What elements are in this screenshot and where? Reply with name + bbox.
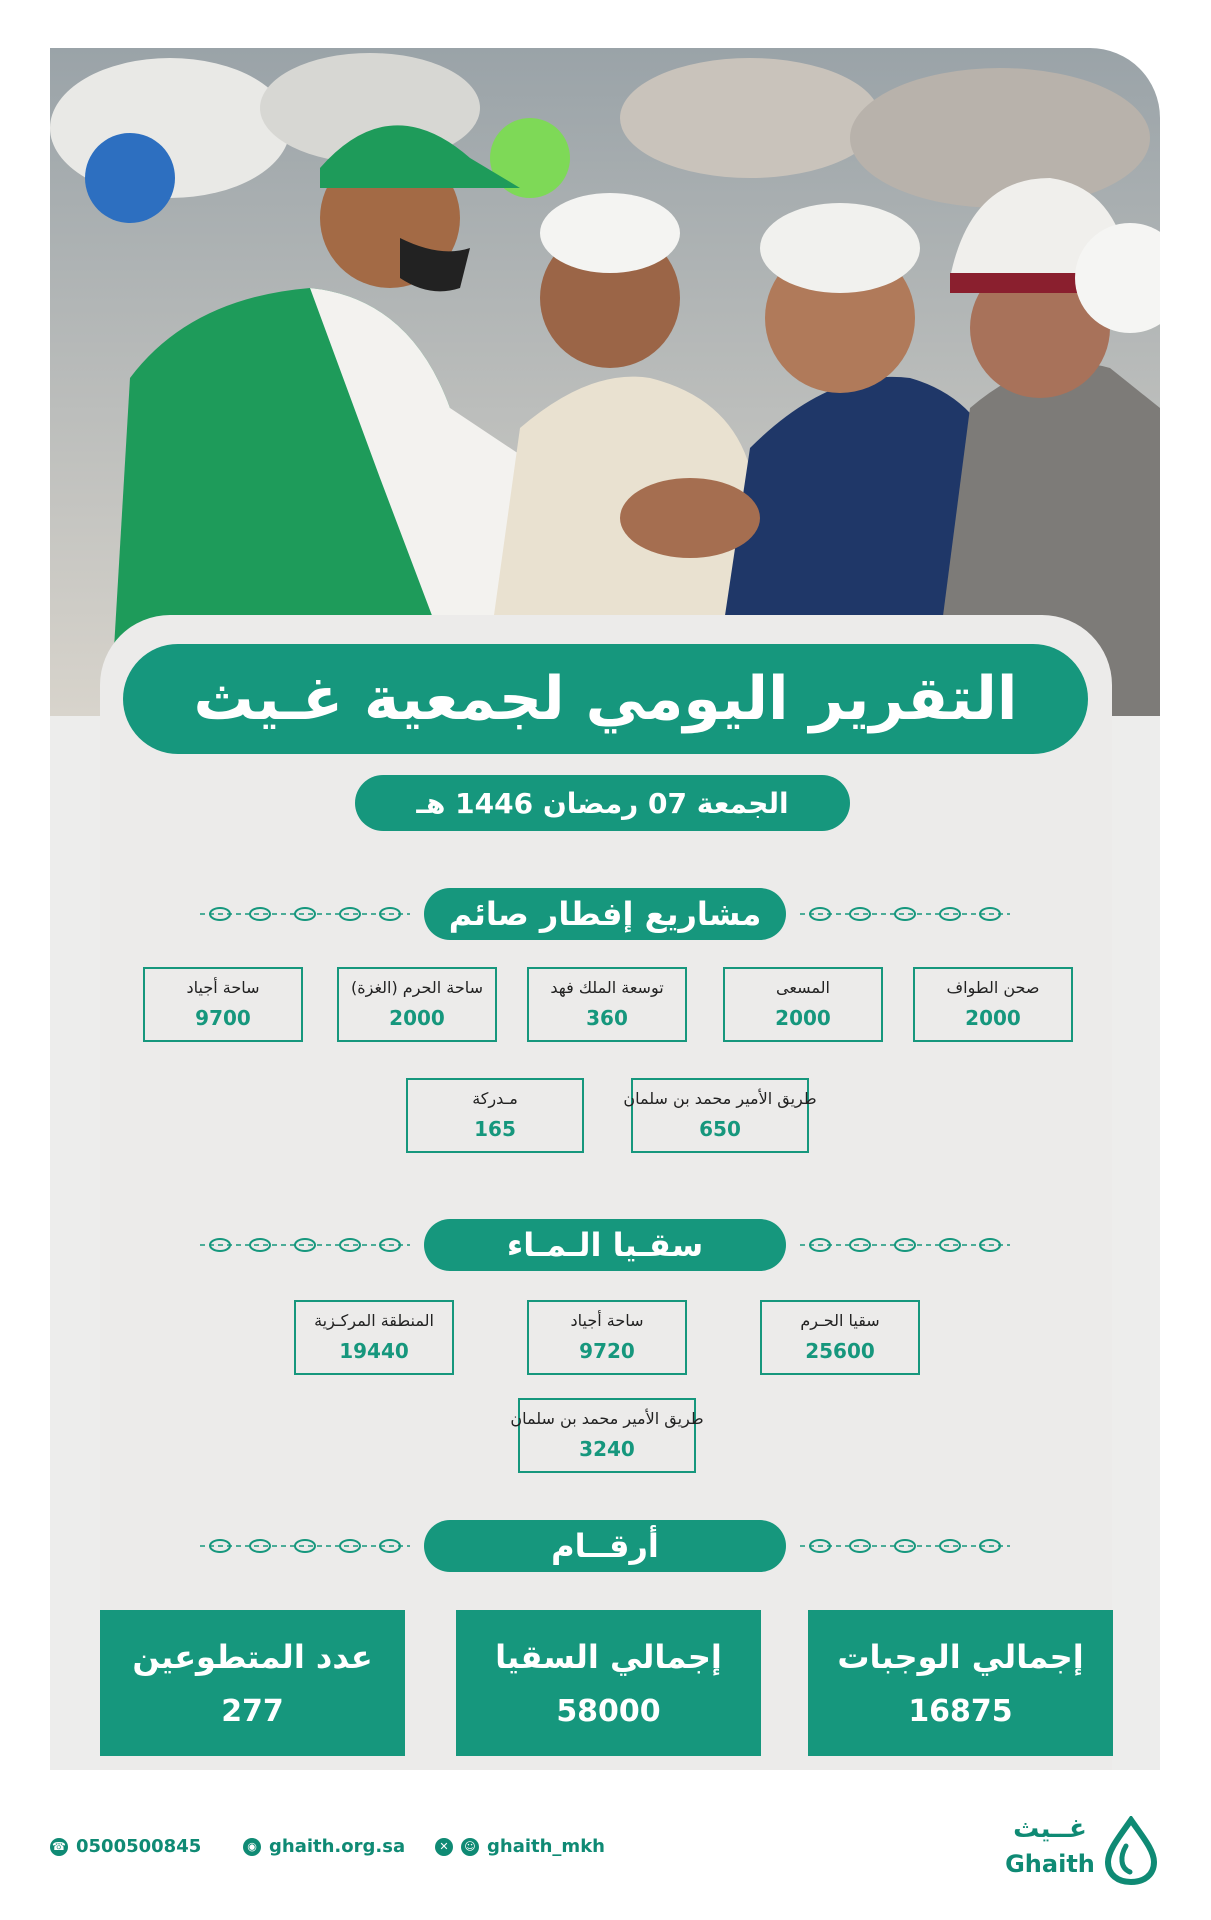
phone-contact[interactable]: ☎ 0500500845 xyxy=(50,1836,201,1857)
drop-icon xyxy=(1102,1816,1160,1886)
stat-total-water: إجمالي السقيا 58000 xyxy=(456,1610,761,1756)
water-item: سقيا الحـرم 25600 xyxy=(760,1300,920,1375)
water-item: طريق الأمير محمد بن سلمان 3240 xyxy=(518,1398,696,1473)
iftar-item: ساحة أجياد 9700 xyxy=(143,967,303,1042)
stat-volunteers: عدد المتطوعين 277 xyxy=(100,1610,405,1756)
ornament-right xyxy=(800,904,1010,924)
ornament-left xyxy=(200,904,410,924)
globe-icon: ◉ xyxy=(243,1838,261,1856)
numbers-section-title: أرقــام xyxy=(424,1520,786,1572)
ornament-right xyxy=(800,1235,1010,1255)
snapchat-icon: ☺ xyxy=(461,1838,479,1856)
iftar-item: المسعى 2000 xyxy=(723,967,883,1042)
iftar-item: ساحة الحرم (الغزة) 2000 xyxy=(337,967,497,1042)
phone-icon: ☎ xyxy=(50,1838,68,1856)
report-title: التقرير اليومي لجمعية غـيث xyxy=(123,644,1088,754)
iftar-item: صحن الطواف 2000 xyxy=(913,967,1073,1042)
ornament-left xyxy=(200,1235,410,1255)
water-section-title: سقـيا الـمـاء xyxy=(424,1219,786,1271)
ornament-right xyxy=(800,1536,1010,1556)
ghaith-logo: غــيث Ghaith xyxy=(1000,1810,1160,1890)
social-handle[interactable]: ✕ ☺ ghaith_mkh xyxy=(435,1836,605,1857)
x-icon: ✕ xyxy=(435,1838,453,1856)
iftar-item: مـدركة 165 xyxy=(406,1078,584,1153)
website-link[interactable]: ◉ ghaith.org.sa xyxy=(243,1836,405,1857)
water-item: المنطقة المركـزية 19440 xyxy=(294,1300,454,1375)
report-date: الجمعة 07 رمضان 1446 هـ xyxy=(355,775,850,831)
iftar-item: طريق الأمير محمد بن سلمان 650 xyxy=(631,1078,809,1153)
water-item: ساحة أجياد 9720 xyxy=(527,1300,687,1375)
iftar-item: توسعة الملك فهد 360 xyxy=(527,967,687,1042)
stat-total-meals: إجمالي الوجبات 16875 xyxy=(808,1610,1113,1756)
iftar-section-title: مشاريع إفطار صائم xyxy=(424,888,786,940)
ornament-left xyxy=(200,1536,410,1556)
